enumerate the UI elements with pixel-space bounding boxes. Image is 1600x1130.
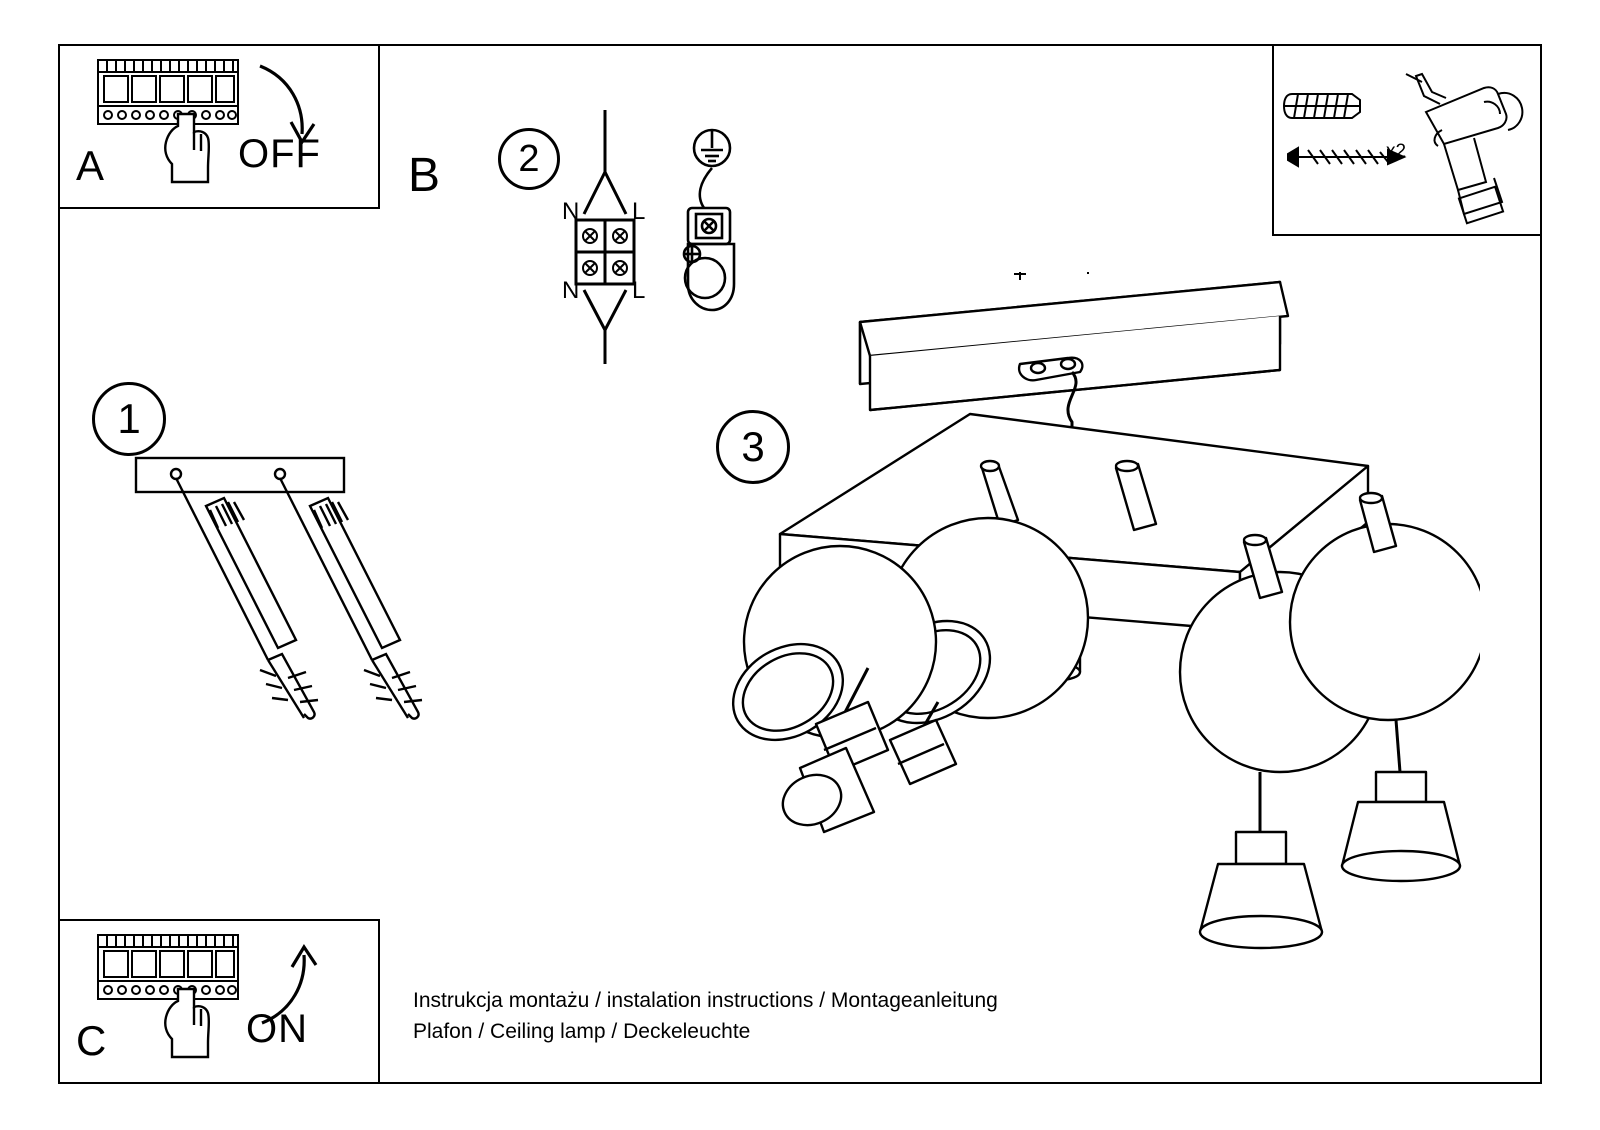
terminal-label-l-top: L	[632, 198, 646, 225]
panel-c-letter: C	[76, 1017, 107, 1064]
step-1-number: 1	[92, 382, 166, 456]
terminal-label-n-top: N	[562, 198, 580, 225]
power-drill-icon	[1406, 74, 1522, 223]
wall-plug-icon	[1284, 94, 1360, 118]
panel-a-letter: A	[76, 142, 105, 189]
ceiling-spot-lamp-4-heads-icon	[720, 272, 1480, 1002]
panel-tools	[1272, 44, 1542, 236]
tools-quantity-label: x2	[1386, 141, 1407, 162]
arrow-down-curved-icon	[260, 66, 314, 142]
panel-a-action-label: OFF	[238, 132, 321, 176]
panel-c-action-label: ON	[246, 1007, 308, 1051]
panel-c	[58, 919, 380, 1084]
terminal-label-n-bottom: N	[562, 277, 580, 304]
panel-b-letter: B	[408, 149, 441, 202]
caption-line-1: Instrukcja montażu / instalation instructions / Montageanleitung	[413, 989, 998, 1012]
fuse-box-switch-on-icon	[60, 921, 378, 1082]
fuse-box-switch-off-icon	[60, 46, 378, 207]
earth-ground-symbol-icon	[694, 130, 730, 166]
tools-illustration	[1274, 46, 1540, 234]
step-3-number: 3	[716, 410, 790, 484]
mounting-bracket-icon	[128, 450, 508, 750]
terminal-label-l-bottom: L	[632, 277, 646, 304]
step-2-number: 2	[498, 128, 560, 190]
panel-a	[58, 44, 380, 209]
caption-block	[413, 985, 998, 1047]
caption-line-2: Plafon / Ceiling lamp / Deckeleuchte	[413, 1020, 751, 1043]
